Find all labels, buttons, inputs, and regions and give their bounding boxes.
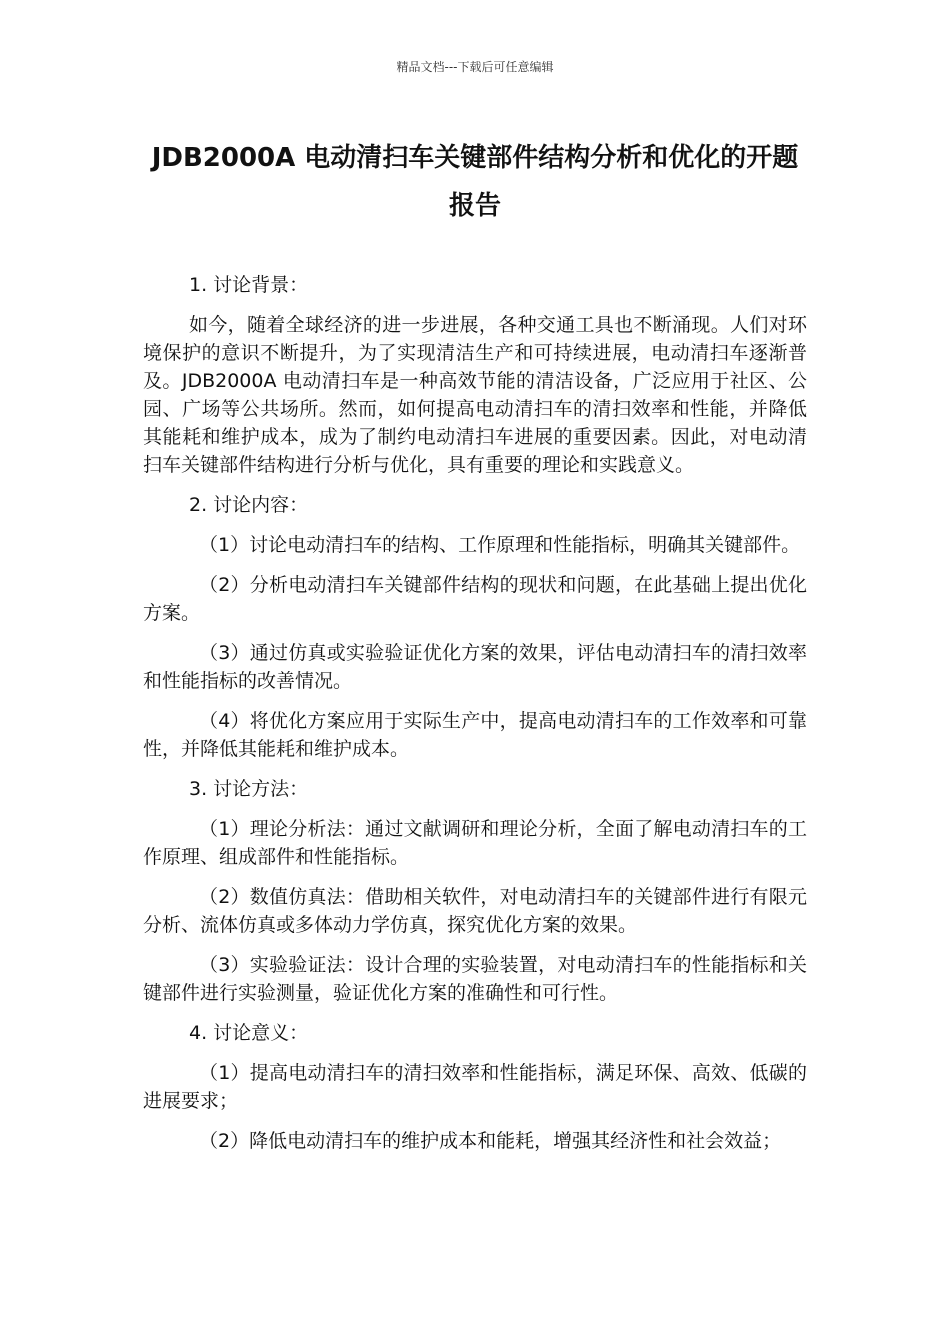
background-paragraph: 如今，随着全球经济的进一步进展，各种交通工具也不断涌现。人们对环境保护的意识不断提升，为了实现清洁生产和可持续进展，电动清扫车逐渐普及。JDB2000A 电动清扫车是一种高效节能的清洁设备，广泛应用于社区、公园、广场等公共场所。然而，如何提高电动清扫车的清扫效率和性能，并降低其能耗和维护成本，成为了制约电动清扫车进展的重要因素。因此，对电动清扫车关键部件结构进行分析与优化，具有重要的理论和实践意义。 (143, 314, 807, 476)
section-heading-background: 1. 讨论背景： (189, 274, 309, 296)
section-heading-significance: 4. 讨论意义： (189, 1022, 309, 1044)
section-heading-methods: 3. 讨论方法： (189, 778, 309, 800)
content-item: （2）分析电动清扫车关键部件结构的现状和问题，在此基础上提出优化方案。 (143, 574, 807, 624)
significance-item: （2）降低电动清扫车的维护成本和能耗，增强其经济性和社会效益； (199, 1130, 782, 1152)
method-item: （2）数值仿真法：借助相关软件，对电动清扫车的关键部件进行有限元分析、流体仿真或多体动力学仿真，探究优化方案的效果。 (143, 886, 807, 936)
content-item: （1）讨论电动清扫车的结构、工作原理和性能指标，明确其关键部件。 (199, 534, 801, 556)
method-item: （3）实验验证法：设计合理的实验装置，对电动清扫车的性能指标和关键部件进行实验测量，验证优化方案的准确性和可行性。 (143, 954, 807, 1004)
content-item: （4）将优化方案应用于实际生产中，提高电动清扫车的工作效率和可靠性，并降低其能耗和维护成本。 (143, 710, 807, 760)
header-note: 精品文档---下载后可任意编辑 (396, 60, 554, 74)
content-item: （3）通过仿真或实验验证优化方案的效果，评估电动清扫车的清扫效率和性能指标的改善情况。 (143, 642, 807, 692)
document-body (143, 271, 807, 1167)
section-heading-content: 2. 讨论内容： (189, 494, 309, 516)
method-item: （1）理论分析法：通过文献调研和理论分析，全面了解电动清扫车的工作原理、组成部件和性能指标。 (143, 818, 807, 868)
document-title: JDB2000A 电动清扫车关键部件结构分析和优化的开题报告 (151, 143, 799, 221)
significance-item: （1）提高电动清扫车的清扫效率和性能指标，满足环保、高效、低碳的进展要求； (143, 1062, 807, 1112)
